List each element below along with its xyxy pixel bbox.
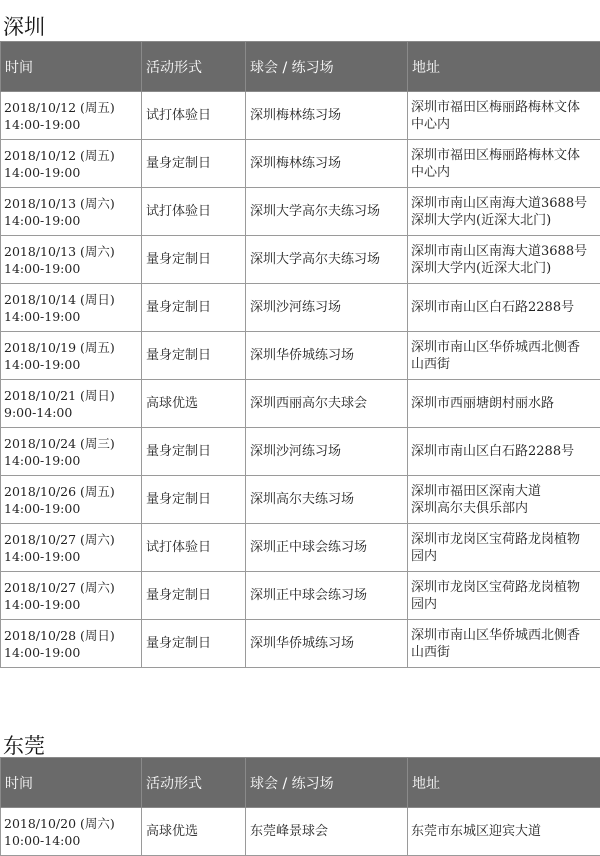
venue-cell: 深圳正中球会练习场 [246,572,408,620]
time-cell [1,808,142,856]
venue-cell: 深圳正中球会练习场 [246,524,408,572]
header-venue: 球会 / 练习场 [246,758,408,808]
time-range-text: 14:00-19:00 [4,500,141,517]
address-line-1: 深圳市南山区南海大道3688号 [411,243,600,260]
header-address: 地址 [408,42,600,92]
address-cell [408,188,600,236]
time-range-text: 14:00-19:00 [4,596,141,613]
header-address: 地址 [408,758,600,808]
date-text: 2018/10/24 (周三) [4,435,141,452]
time-cell [1,524,142,572]
activity-type-cell: 量身定制日 [142,284,246,332]
address-cell [408,380,600,428]
address-line-1: 深圳市福田区梅丽路梅林文体 [411,147,600,164]
address-cell [408,332,600,380]
table-row [1,140,600,188]
venue-cell: 深圳华侨城练习场 [246,332,408,380]
address-line-1: 深圳市南山区华侨城西北侧香 [411,339,600,356]
date-text: 2018/10/19 (周五) [4,339,141,356]
table-row [1,808,600,856]
address-line-1: 深圳市龙岗区宝荷路龙岗植物 [411,531,600,548]
venue-cell: 深圳梅林练习场 [246,92,408,140]
header-time: 时间 [1,42,142,92]
table-row [1,284,600,332]
address-line-1: 深圳市南山区白石路2288号 [411,443,600,460]
date-text: 2018/10/28 (周日) [4,627,141,644]
date-text: 2018/10/20 (周六) [4,815,141,832]
date-text: 2018/10/13 (周六) [4,195,141,212]
venue-cell: 深圳高尔夫练习场 [246,476,408,524]
address-cell [408,92,600,140]
time-range-text: 14:00-19:00 [4,212,141,229]
address-cell [408,572,600,620]
table-row [1,572,600,620]
time-cell [1,92,142,140]
address-cell [408,524,600,572]
address-line-1: 深圳市南山区南海大道3688号 [411,195,600,212]
schedule-table-dongguan [0,757,600,856]
activity-type-cell: 量身定制日 [142,620,246,668]
time-cell [1,284,142,332]
time-range-text: 10:00-14:00 [4,832,141,849]
time-range-text: 14:00-19:00 [4,452,141,469]
venue-cell: 深圳沙河练习场 [246,428,408,476]
table-row [1,188,600,236]
date-text: 2018/10/12 (周五) [4,99,141,116]
section-title-dongguan: 东莞 [3,733,45,759]
schedule-table-shenzhen [0,41,600,668]
venue-cell: 深圳华侨城练习场 [246,620,408,668]
address-cell [408,140,600,188]
table-row [1,92,600,140]
time-cell [1,620,142,668]
activity-type-cell: 试打体验日 [142,188,246,236]
time-range-text: 9:00-14:00 [4,404,141,421]
date-text: 2018/10/26 (周五) [4,483,141,500]
time-range-text: 14:00-19:00 [4,260,141,277]
address-line-2: 中心内 [411,116,600,133]
address-line-2: 深圳大学内(近深大北门) [411,212,600,229]
time-cell [1,236,142,284]
activity-type-cell: 试打体验日 [142,524,246,572]
address-line-2: 园内 [411,548,600,565]
time-cell [1,332,142,380]
time-cell [1,572,142,620]
activity-type-cell: 量身定制日 [142,428,246,476]
time-range-text: 14:00-19:00 [4,548,141,565]
section-title-shenzhen: 深圳 [3,14,45,40]
table-row [1,380,600,428]
address-line-1: 深圳市南山区白石路2288号 [411,299,600,316]
header-row [1,42,600,92]
table-row [1,620,600,668]
activity-type-cell: 量身定制日 [142,476,246,524]
time-cell [1,380,142,428]
date-text: 2018/10/12 (周五) [4,147,141,164]
address-line-1: 深圳市南山区华侨城西北侧香 [411,627,600,644]
address-cell [408,620,600,668]
activity-type-cell: 量身定制日 [142,332,246,380]
table-row [1,476,600,524]
venue-cell: 东莞峰景球会 [246,808,408,856]
activity-type-cell: 高球优选 [142,380,246,428]
date-text: 2018/10/27 (周六) [4,531,141,548]
venue-cell: 深圳梅林练习场 [246,140,408,188]
venue-cell: 深圳大学高尔夫练习场 [246,188,408,236]
address-line-1: 深圳市福田区梅丽路梅林文体 [411,99,600,116]
time-cell [1,188,142,236]
date-text: 2018/10/21 (周日) [4,387,141,404]
header-venue: 球会 / 练习场 [246,42,408,92]
time-range-text: 14:00-19:00 [4,644,141,661]
time-cell [1,476,142,524]
activity-type-cell: 量身定制日 [142,236,246,284]
address-line-2: 山西街 [411,644,600,661]
header-activity-type: 活动形式 [142,758,246,808]
time-range-text: 14:00-19:00 [4,116,141,133]
address-line-1: 深圳市西丽塘朗村丽水路 [411,395,600,412]
address-line-2: 园内 [411,596,600,613]
date-text: 2018/10/13 (周六) [4,243,141,260]
address-line-2: 深圳大学内(近深大北门) [411,260,600,277]
address-cell [408,808,600,856]
time-cell [1,428,142,476]
activity-type-cell: 高球优选 [142,808,246,856]
time-range-text: 14:00-19:00 [4,356,141,373]
header-row [1,758,600,808]
address-cell [408,428,600,476]
venue-cell: 深圳大学高尔夫练习场 [246,236,408,284]
table-row [1,524,600,572]
time-cell [1,140,142,188]
time-range-text: 14:00-19:00 [4,308,141,325]
address-cell [408,284,600,332]
time-range-text: 14:00-19:00 [4,164,141,181]
address-line-2: 中心内 [411,164,600,181]
activity-type-cell: 量身定制日 [142,572,246,620]
activity-type-cell: 试打体验日 [142,92,246,140]
table-row [1,332,600,380]
header-activity-type: 活动形式 [142,42,246,92]
date-text: 2018/10/14 (周日) [4,291,141,308]
address-line-1: 深圳市福田区深南大道 [411,483,600,500]
date-text: 2018/10/27 (周六) [4,579,141,596]
address-cell [408,236,600,284]
table-row [1,236,600,284]
address-line-2: 山西街 [411,356,600,373]
address-line-2: 深圳高尔夫俱乐部内 [411,500,600,517]
address-cell [408,476,600,524]
table-row [1,428,600,476]
header-time: 时间 [1,758,142,808]
activity-type-cell: 量身定制日 [142,140,246,188]
venue-cell: 深圳沙河练习场 [246,284,408,332]
address-line-1: 深圳市龙岗区宝荷路龙岗植物 [411,579,600,596]
address-line-1: 东莞市东城区迎宾大道 [411,823,600,840]
venue-cell: 深圳西丽高尔夫球会 [246,380,408,428]
